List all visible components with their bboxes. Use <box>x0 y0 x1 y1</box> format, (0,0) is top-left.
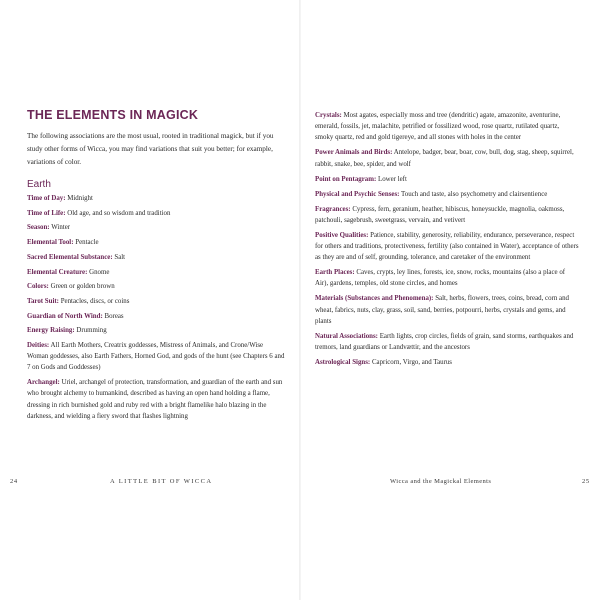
right-running-head: Wicca and the Magickal Elements <box>390 478 492 485</box>
entry-text: Cypress, fern, geranium, heather, hibiscus, honeysuckle, magnolia, oakmoss, patchouli, sagebrush, sweetgrass, vervain, and vetivert <box>315 205 565 224</box>
entry-text: Pentacles, discs, or coins <box>60 297 130 305</box>
entry-label: Earth Places: <box>315 269 355 277</box>
entry-label: Elemental Creature: <box>27 268 88 276</box>
entry-text: Most agates, especially moss and tree (dendritic) agate, amazonite, aventurine, emerald, fossils, jet, malachite, petrified or fossilized wood, rose quartz, rutilated quartz, smoky quartz, red and gold tigereye, and all stones with holes in the center <box>315 112 561 142</box>
entry-materials <box>315 293 579 327</box>
entry-natural-associations <box>315 331 579 353</box>
book-gutter <box>299 0 301 600</box>
entry-text: Gnome <box>89 268 110 276</box>
entry-label: Energy Raising: <box>27 327 75 335</box>
entry-elemental-tool <box>27 237 285 248</box>
entry-label: Elemental Tool: <box>27 239 74 247</box>
left-page-number: 24 <box>10 478 18 485</box>
entry-pentagram-point <box>315 174 579 185</box>
entry-label: Colors: <box>27 283 49 291</box>
entry-text: All Earth Mothers, Creatrix goddesses, Mistress of Animals, and Crone/Wise Woman goddesses, also Earth Fathers, Horned God, and gods of the hunt (see Chapters 6 and 7 on Gods and Goddesses) <box>27 342 285 372</box>
entry-label: Guardian of North Wind: <box>27 312 103 320</box>
entry-guardian <box>27 311 285 322</box>
entry-text: Midnight <box>67 195 93 202</box>
entry-label: Archangel: <box>27 379 60 387</box>
entry-energy-raising <box>27 325 285 336</box>
intro-paragraph: The following associations are the most usual, rooted in traditional magick, but if you study other forms of Wicca, you may find variations that suit you better; for example, variations of color. <box>27 132 274 166</box>
entry-text: Winter <box>51 224 71 232</box>
entry-archangel <box>27 377 285 422</box>
entry-text: Capricorn, Virgo, and Taurus <box>371 359 452 367</box>
right-page <box>315 110 579 372</box>
entry-label: Sacred Elemental Substance: <box>27 253 113 261</box>
entry-fragrances <box>315 204 579 226</box>
entry-label: Physical and Psychic Senses: <box>315 190 400 198</box>
entry-text: Drumming <box>76 327 107 335</box>
element-heading: Earth <box>27 179 51 190</box>
entry-tarot-suit <box>27 296 285 307</box>
entry-text: Antelope, badger, bear, boar, cow, bull, dog, stag, sheep, squirrel, rabbit, snake, bee, spider, and wolf <box>315 149 574 168</box>
entry-time-of-life <box>27 208 285 219</box>
entry-label: Crystals: <box>315 112 342 119</box>
entry-text: Pentacle <box>75 239 99 247</box>
entry-text: Salt <box>114 253 126 261</box>
entry-text: Lower left <box>377 175 407 183</box>
entry-label: Fragrances: <box>315 205 351 213</box>
entry-label: Astrological Signs: <box>315 359 371 367</box>
entry-text: Green or golden brown <box>50 283 115 291</box>
entry-label: Time of Life: <box>27 209 66 217</box>
entry-text: Patience, stability, generosity, reliability, endurance, perseverance, respect for others and traditions, protectiveness, fertility (also contained in Water), acceptance of others as they are and of self, grounding, tolerance, and caretaker of the environment <box>315 231 579 262</box>
entry-sacred-substance <box>27 252 285 263</box>
entry-text: Old age, and so wisdom and tradition <box>67 209 171 217</box>
entry-label: Time of Day: <box>27 195 66 202</box>
entry-text: Uriel, archangel of protection, transformation, and guardian of the earth and sun who brought alchemy to humankind, described as having an open hand holding a flame, dressing in rich burnished gold and ruby red with a bright flamelike halo blazing in the darkness, and wielding a fiery sword that flashes lightning <box>27 379 283 420</box>
entry-text: Caves, crypts, ley lines, forests, ice, snow, rocks, mountains (also a place of Air), gardens, temples, old stone circles, and homes <box>315 269 566 288</box>
entry-text: Salt, herbs, flowers, trees, coins, bread, corn and wheat, fabrics, nuts, clay, grass, soil, sand, berries, potpourri, herbs, crystals and gems, and plants <box>315 295 569 325</box>
entry-positive-qualities <box>315 230 579 264</box>
entry-power-animals <box>315 147 579 169</box>
entry-season <box>27 222 285 233</box>
entry-label: Deities: <box>27 342 50 350</box>
entry-label: Positive Qualities: <box>315 231 369 239</box>
entry-time-of-day <box>27 193 285 204</box>
entry-text: Earth lights, crop circles, fields of grain, sand storms, earthquakes and tremors, land guardians or Landvættir, and the ancestors <box>315 332 574 352</box>
entry-label: Season: <box>27 224 50 232</box>
entry-label: Point on Pentagram: <box>315 175 377 183</box>
entry-label: Power Animals and Birds: <box>315 149 393 157</box>
entry-elemental-creature <box>27 267 285 278</box>
entry-earth-places <box>315 267 579 289</box>
right-page-number: 25 <box>582 478 590 485</box>
left-running-head: A LITTLE BIT OF WICCA <box>110 478 213 485</box>
entry-astrological-signs <box>315 357 579 368</box>
entry-crystals <box>315 110 579 144</box>
entry-senses <box>315 189 579 200</box>
entry-deities <box>27 340 285 374</box>
entry-text: Touch and taste, also psychometry and clairsentience <box>401 190 548 198</box>
section-title: THE ELEMENTS IN MAGICK <box>27 108 199 122</box>
entry-label: Materials (Substances and Phenomena): <box>315 295 434 303</box>
left-page <box>27 108 285 425</box>
entry-label: Natural Associations: <box>315 332 378 340</box>
entry-label: Tarot Suit: <box>27 297 59 305</box>
entry-text: Boreas <box>104 312 124 320</box>
entry-colors <box>27 281 285 292</box>
